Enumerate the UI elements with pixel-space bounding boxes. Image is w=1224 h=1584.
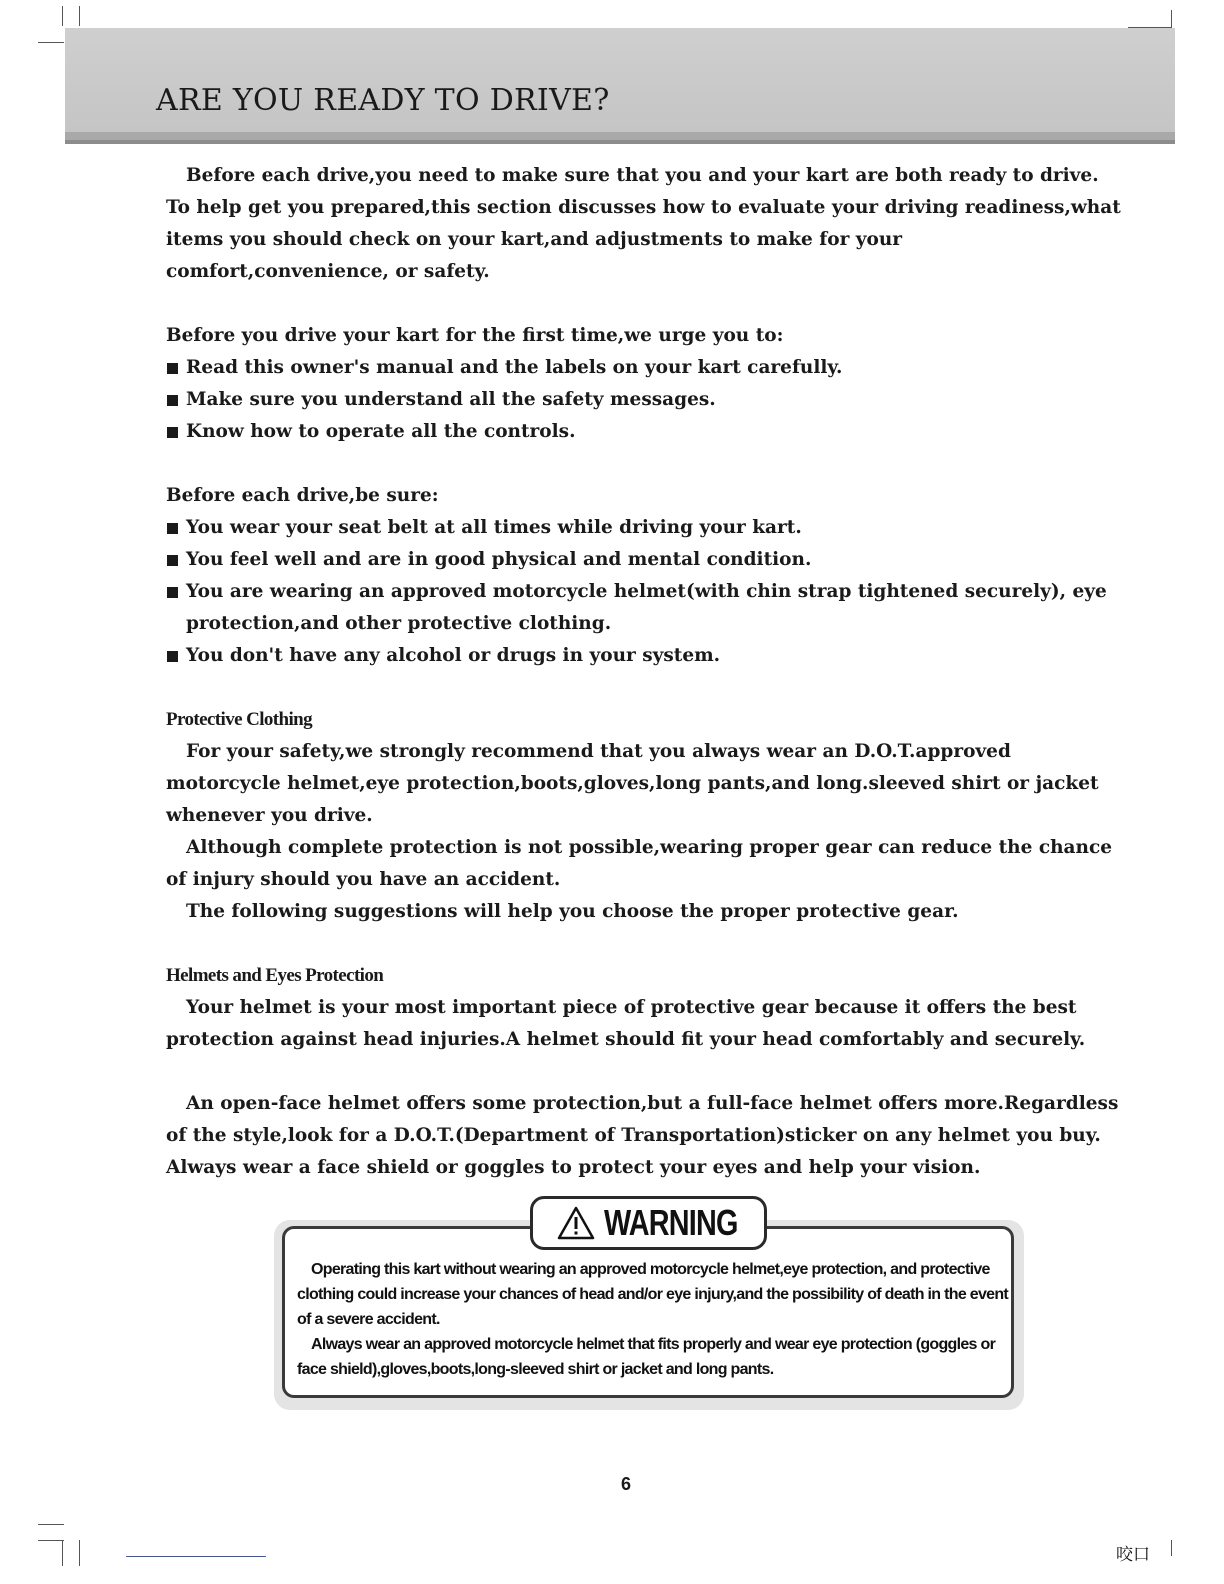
- list-item: You wear your seat belt at all times while driving your kart.: [166, 512, 1126, 544]
- warning-text: [297, 1257, 1009, 1382]
- section-heading-protective-clothing: Protective Clothing: [166, 709, 313, 730]
- warning-frame: [282, 1226, 1014, 1398]
- crop-mark: [38, 1524, 64, 1525]
- list-item: Make sure you understand all the safety messages.: [166, 384, 1126, 416]
- bullet-square-icon: [167, 587, 178, 598]
- crop-mark: [1171, 1540, 1172, 1556]
- warning-triangle-icon: [556, 1205, 596, 1241]
- protective-clothing-paragraph: The following suggestions will help you choose the proper protective gear.: [186, 901, 959, 922]
- list-item: You don't have any alcohol or drugs in your system.: [166, 640, 1126, 672]
- list-item: You are wearing an approved motorcycle helmet(with chin strap tightened securely), eye protection,and other protective clothing.: [166, 576, 1126, 640]
- list-item: Know how to operate all the controls.: [166, 416, 1126, 448]
- bullet-square-icon: [167, 651, 178, 662]
- footer-mark: 咬口: [1116, 1545, 1150, 1565]
- helmets-paragraph: Your helmet is your most important piece of protective gear because it offers the best protection against head injuries.A helmet should fit your head comfortably and securely.: [166, 997, 1086, 1050]
- crop-mark: [79, 1540, 80, 1566]
- crop-mark: [62, 1540, 63, 1566]
- main-content: [166, 160, 1126, 1184]
- crop-mark: [38, 1540, 64, 1541]
- warning-badge: [530, 1196, 767, 1250]
- section-heading-helmets: Helmets and Eyes Protection: [166, 965, 384, 986]
- bullet-square-icon: [167, 395, 178, 406]
- crop-mark: [38, 42, 64, 43]
- protective-clothing-paragraph: Although complete protection is not possible,wearing proper gear can reduce the chance of injury should you have an accident.: [166, 837, 1113, 890]
- footer-link-underline: [126, 1556, 266, 1557]
- bullet-square-icon: [167, 555, 178, 566]
- warning-title: WARNING: [604, 1202, 738, 1243]
- bullet-square-icon: [167, 363, 178, 374]
- warning-box: [282, 1226, 1014, 1398]
- crop-mark: [62, 6, 63, 26]
- header-band-shade: [65, 132, 1175, 140]
- list-item: Read this owner's manual and the labels on your kart carefully.: [166, 352, 1126, 384]
- list-item: You feel well and are in good physical and mental condition.: [166, 544, 1126, 576]
- intro-paragraph: Before each drive,you need to make sure that you and your kart are both ready to drive. To help get you prepared,this section discusses how to evaluate your driving readiness,what items you should check on your kart,and adjustments to make for your comfort,convenience, or safety.: [166, 165, 1121, 282]
- warning-paragraph: Operating this kart without wearing an approved motorcycle helmet,eye protection, and protective clothing could increase your chances of head and/or eye injury,and the possibility of death in the event of a severe accident.: [297, 1261, 1009, 1328]
- crop-mark: [79, 6, 80, 26]
- bullet-square-icon: [167, 427, 178, 438]
- protective-clothing-paragraph: For your safety,we strongly recommend that you always wear an D.O.T.approved motorcycle helmet,eye protection,boots,gloves,long pants,and long.sleeved shirt or jacket whenever you drive.: [166, 741, 1099, 826]
- first-time-lead: Before you drive your kart for the first time,we urge you to:: [166, 325, 784, 346]
- crop-mark: [1171, 10, 1172, 28]
- page-number: 6: [620, 1474, 631, 1494]
- page-title: ARE YOU READY TO DRIVE?: [156, 83, 610, 118]
- bullet-square-icon: [167, 523, 178, 534]
- warning-paragraph: Always wear an approved motorcycle helmet that fits properly and wear eye protection (goggles or face shield),gloves,boots,long-sleeved shirt or jacket and long pants.: [297, 1336, 996, 1378]
- helmets-paragraph: An open-face helmet offers some protection,but a full-face helmet offers more.Regardless of the style,look for a D.O.T.(Department of Transportation)sticker on any helmet you buy. Always wear a face shield or goggles to protect your eyes and help your vision.: [166, 1093, 1119, 1178]
- each-drive-lead: Before each drive,be sure:: [166, 485, 439, 506]
